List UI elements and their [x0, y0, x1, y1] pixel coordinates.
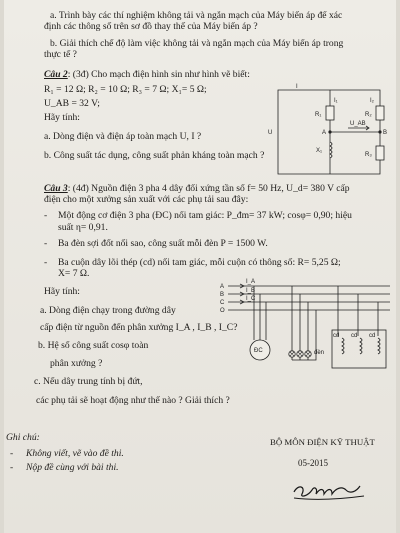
label-a: A: [322, 130, 327, 136]
r2-resistor: [376, 106, 384, 120]
label-ic: I_C: [246, 296, 256, 302]
note1: Không viết, vẽ vào đề thi.: [26, 448, 124, 459]
coil-3: [378, 338, 380, 354]
q3-intro-line2: điện cho một xưởng sản xuất với các phụ tải sau đây:: [44, 194, 249, 205]
note1-dash: -: [10, 448, 14, 459]
label-b: B: [383, 130, 388, 136]
q3-label: Câu 3: [44, 183, 68, 194]
q3-heading: [44, 183, 350, 194]
coil-feed-wires: [338, 286, 378, 336]
node-b: [378, 130, 381, 133]
label-coil-1: cd: [333, 333, 340, 339]
q3-bullet3-line2: X= 7 Ω.: [58, 268, 90, 279]
label-u: U: [268, 130, 273, 136]
q2-intro: : (3đ) Cho mạch điện hình sin như hình vẽ biết:: [67, 69, 250, 80]
label-line-b: B: [220, 292, 225, 298]
q3-bullet1-dash: -: [44, 210, 48, 221]
r3-resistor: [376, 146, 384, 160]
x1-inductor: [330, 142, 332, 158]
note2-dash: -: [10, 462, 14, 473]
q3-item-a-line2: cấp điện từ nguồn đến phân xưởng I_A , I_B , I_C?: [40, 322, 238, 333]
q3-bullet1-line2: suất η= 0,91.: [58, 222, 108, 233]
q3-item-b-line2: phân xưởng ?: [50, 358, 103, 369]
q1-b-line1: b. Giải thích chế độ làm việc không tải và ngắn mạch của Máy biến áp trong: [50, 38, 344, 49]
node-a: [328, 130, 331, 133]
label-lamp: đèn: [314, 350, 325, 356]
label-line-a: A: [220, 284, 225, 290]
q2-values-line1: R₁ = 12 Ω; R₂ = 10 Ω; R₃ = 7 Ω; X₁= 5 Ω;: [44, 84, 207, 95]
q2-values-line2: U_AB = 32 V;: [44, 98, 100, 109]
label-coil-2: cd: [351, 333, 358, 339]
q2-heading: [44, 69, 250, 80]
q1-a-line1: a. Trình bày các thí nghiệm không tải và ngắn mạch của Máy biến áp để xác: [50, 10, 343, 21]
q3-item-c: c. Nếu dây trung tính bị đứt,: [34, 376, 143, 387]
label-uab: U_AB: [350, 121, 366, 127]
q2-item-b: b. Công suất tác dụng, công suất phản kháng toàn mạch ?: [44, 150, 265, 161]
label-ia: I_A: [246, 279, 256, 285]
q3-bullet2: Ba đèn sợi đốt nối sao, công suất mỗi đèn P = 1500 W.: [58, 238, 268, 249]
department: BỘ MÔN ĐIỆN KỸ THUẬT: [270, 437, 375, 447]
label-motor: ĐC: [254, 348, 263, 354]
label-line-o: O: [220, 308, 225, 314]
q3-task: Hãy tính:: [44, 286, 80, 297]
q2-task: Hãy tính:: [44, 112, 80, 123]
label-i2: I₂: [370, 98, 374, 104]
q3-bullet1-line1: Một động cơ điện 3 pha (ĐC) nối tam giác: P_đm= 37 kW; cosφ= 0,90; hiệu: [58, 210, 352, 221]
exam-sheet: [4, 0, 396, 533]
label-ib: I_B: [246, 288, 256, 294]
coil-2: [360, 338, 362, 354]
label-x1: X₁: [316, 148, 323, 154]
r1-resistor: [326, 106, 334, 120]
signature-stroke-1: [294, 486, 360, 496]
signature: [290, 478, 370, 504]
q2-item-a: a. Dòng điện và điện áp toàn mạch U, I ?: [44, 131, 202, 142]
q3-bullet3-dash: -: [44, 257, 48, 268]
label-r3: R₃: [365, 152, 372, 158]
q3-three-phase-diagram: [218, 280, 394, 380]
notes-title: Ghi chú:: [6, 432, 40, 443]
label-i1: I₁: [334, 98, 338, 104]
coil-1: [342, 338, 344, 354]
signature-underline: [294, 496, 364, 499]
label-coil-3: cd: [369, 333, 376, 339]
q1-b-line2: thực tế ?: [44, 49, 77, 60]
label-line-c: C: [220, 300, 225, 306]
q1-a-line2: định các thông số trên sơ đồ thay thế của Máy biến áp ?: [44, 21, 258, 32]
q3-intro-line1: : (4đ) Nguồn điện 3 pha 4 dây đối xứng tần số f= 50 Hz, U_d= 380 V cấp: [67, 183, 350, 194]
label-r2: R₂: [365, 112, 372, 118]
q3-item-a-line1: a. Dòng điện chạy trong đường dây: [40, 305, 176, 316]
lamp-feed-wires: [292, 286, 316, 360]
q3-bullet3-line1: Ba cuộn dây lõi thép (cd) nối tam giác, mỗi cuộn có thông số: R= 5,25 Ω;: [58, 257, 341, 268]
q2-circuit-diagram: [270, 84, 390, 176]
note2: Nộp đề cùng với bài thi.: [26, 462, 119, 473]
q3-item-b-line1: b. Hệ số công suất cosφ toàn: [38, 340, 149, 351]
label-r1: R₁: [315, 112, 322, 118]
q2-label: Câu 2: [44, 69, 68, 80]
q3-bullet2-dash: -: [44, 238, 48, 249]
q3-item-c-line2: các phụ tải sẽ hoạt động như thế nào ? Giải thích ?: [36, 395, 230, 406]
date: 05-2015: [298, 458, 328, 468]
label-i: I: [296, 84, 298, 90]
